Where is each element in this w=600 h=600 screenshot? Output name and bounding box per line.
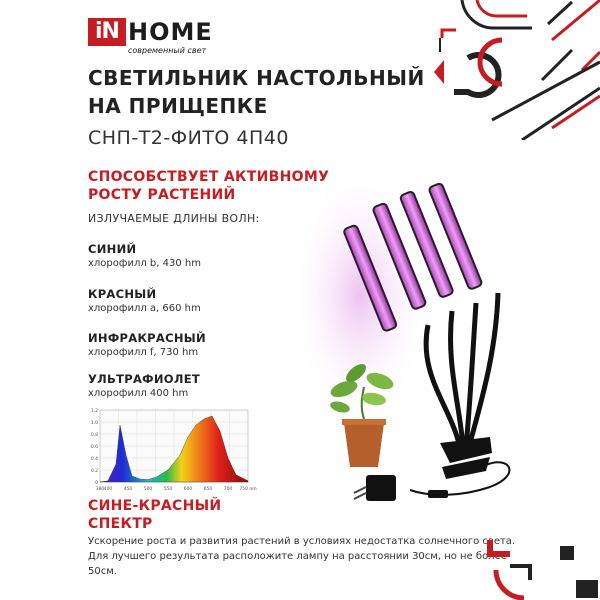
power-adapter <box>366 475 396 501</box>
x-tick-label: 650 <box>203 487 213 492</box>
y-tick-label: 0 <box>95 481 98 486</box>
y-tick-label: 0.8 <box>90 433 98 438</box>
decorative-graphic-bottom <box>480 540 600 600</box>
y-tick-label: 0.6 <box>90 445 98 450</box>
wavelength-red <box>88 287 288 314</box>
logo-mark: iN <box>88 18 126 46</box>
wavelength-desc: хлорофилл b, 430 hm <box>88 258 201 269</box>
product-model: СНП-Т2-ФИТО 4П40 <box>88 127 289 149</box>
wavelengths-caption: ИЗЛУЧАЕМЫЕ ДЛИНЫ ВОЛН: <box>88 212 260 225</box>
logo-word: HOME <box>128 18 213 46</box>
y-axis-ticks <box>91 408 98 486</box>
y-tick-label: 0.4 <box>90 457 98 462</box>
x-tick-label: 500 <box>143 487 153 492</box>
x-tick-label: 700 <box>223 487 233 492</box>
x-axis-ticks <box>96 486 257 492</box>
wavelength-ultraviolet <box>88 372 288 399</box>
x-tick-label: 380 <box>95 487 105 492</box>
y-tick-label: 0.2 <box>90 469 98 474</box>
brand-logo <box>88 16 218 56</box>
wavelength-name: КРАСНЫЙ <box>88 287 157 301</box>
spectrum-heading: СИНЕ-КРАСНЫЙ СПЕКТР <box>88 498 222 532</box>
wavelength-desc: хлорофилл f, 730 hm <box>88 347 199 358</box>
wavelength-desc: хлорофилл 400 hm <box>88 388 189 399</box>
plant-pot <box>344 423 384 467</box>
x-tick-label: 450 <box>123 487 133 492</box>
logo-tagline: современный свет <box>128 46 207 55</box>
x-tick-label: 750 nm <box>239 487 257 492</box>
y-tick-label: 1.0 <box>90 421 98 426</box>
spectrum-chart <box>86 404 261 496</box>
y-tick-label: 1.2 <box>90 409 98 414</box>
promo-heading: СПОСОБСТВУЕТ АКТИВНОМУ РОСТУ РАСТЕНИЙ <box>88 169 330 203</box>
x-tick-label: 550 <box>163 487 173 492</box>
x-tick-label: 400 <box>103 487 113 492</box>
decorative-graphic-top <box>432 0 600 140</box>
wavelength-infrared <box>88 331 288 358</box>
wavelength-blue <box>88 242 288 269</box>
x-tick-label: 600 <box>183 487 193 492</box>
description-text: Ускорение роста и развития растений в условиях недостатка солнечного света. Для лучшего результата расположите лампу на расстоянии 30см, но не более 50см. <box>88 536 516 577</box>
wavelength-name: ИНФРАКРАСНЫЙ <box>88 331 206 345</box>
product-title: СВЕТИЛЬНИК НАСТОЛЬНЫЙ НА ПРИЩЕПКЕ <box>88 66 425 118</box>
wavelength-desc: хлорофилл a, 660 hm <box>88 303 201 314</box>
wavelength-name: СИНИЙ <box>88 242 137 256</box>
grow-lamp-image <box>300 175 520 515</box>
wavelength-name: УЛЬТРАФИОЛЕТ <box>88 372 201 386</box>
